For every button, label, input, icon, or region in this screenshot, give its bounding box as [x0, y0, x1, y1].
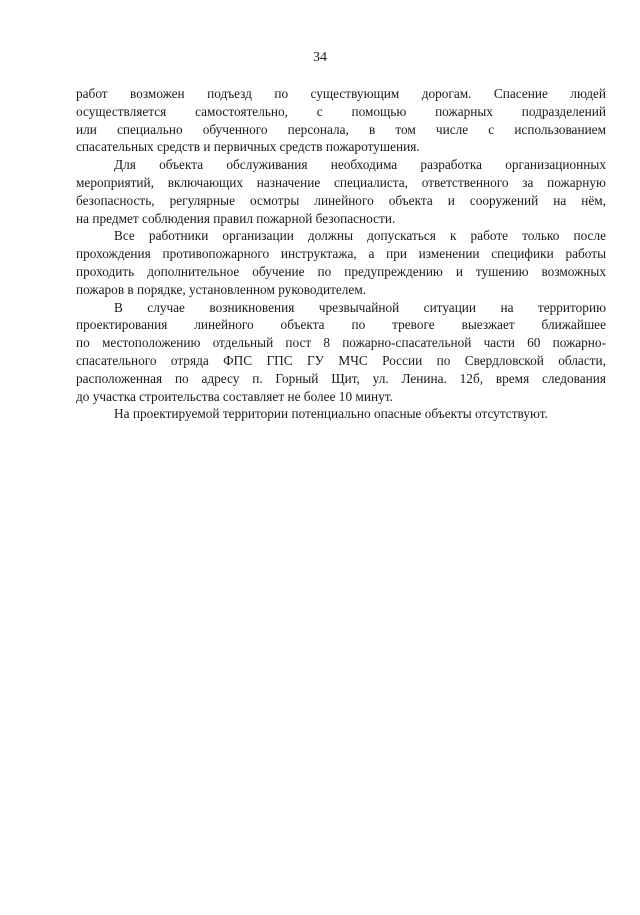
text-line: или специально обученного персонала, в том числе с использованием — [76, 121, 606, 137]
paragraph-organizational-measures — [76, 156, 606, 227]
text-line: Для объекта обслуживания необходима разработка организационных — [114, 157, 606, 173]
text-line: по местоположению отдельный пост 8 пожарно-спасательной части 60 пожарно- — [76, 335, 606, 351]
paragraph-fire-safety-training — [76, 227, 606, 298]
text-line: работ возможен подъезд по существующим дорогам. Спасение людей — [76, 86, 606, 101]
text-line: прохождения противопожарного инструктажа, а при изменении специфики работы — [76, 246, 606, 262]
text-line: безопасность, регулярные осмотры линейного объекта и сооружений на нём, — [76, 192, 606, 208]
text-line: Все работники организации должны допускаться к работе только после — [114, 228, 606, 244]
paragraph-access-and-rescue — [76, 85, 606, 156]
text-line: проходить дополнительное обучение по предупреждению и тушению возможных — [76, 263, 606, 279]
text-line: спасательного отряда ФПС ГПС ГУ МЧС России по Свердловской области, — [76, 352, 606, 368]
text-line: В случае возникновения чрезвычайной ситуации на территорию — [114, 299, 606, 315]
text-line: на предмет соблюдения правил пожарной безопасности. — [76, 210, 396, 226]
paragraph-hazardous-objects — [76, 405, 606, 423]
text-line: до участка строительства составляет не более 10 минут. — [76, 388, 393, 404]
paragraph-emergency-response — [76, 299, 606, 406]
text-line: спасательных средств и первичных средств пожаротушения. — [76, 139, 420, 155]
text-line: осуществляется самостоятельно, с помощью пожарных подразделений — [76, 103, 606, 119]
text-line: мероприятий, включающих назначение специалиста, ответственного за пожарную — [76, 174, 606, 190]
text-line: пожаров в порядке, установленном руководителем. — [76, 281, 367, 297]
document-body — [76, 85, 606, 423]
page-number: 34 — [313, 50, 327, 65]
text-line: расположенная по адресу п. Горный Щит, ул. Ленина. 12б, время следования — [76, 370, 606, 386]
text-line: проектирования линейного объекта по тревоге выезжает ближайшее — [76, 317, 606, 333]
text-line: На проектируемой территории потенциально опасные объекты отсутствуют. — [114, 406, 548, 422]
